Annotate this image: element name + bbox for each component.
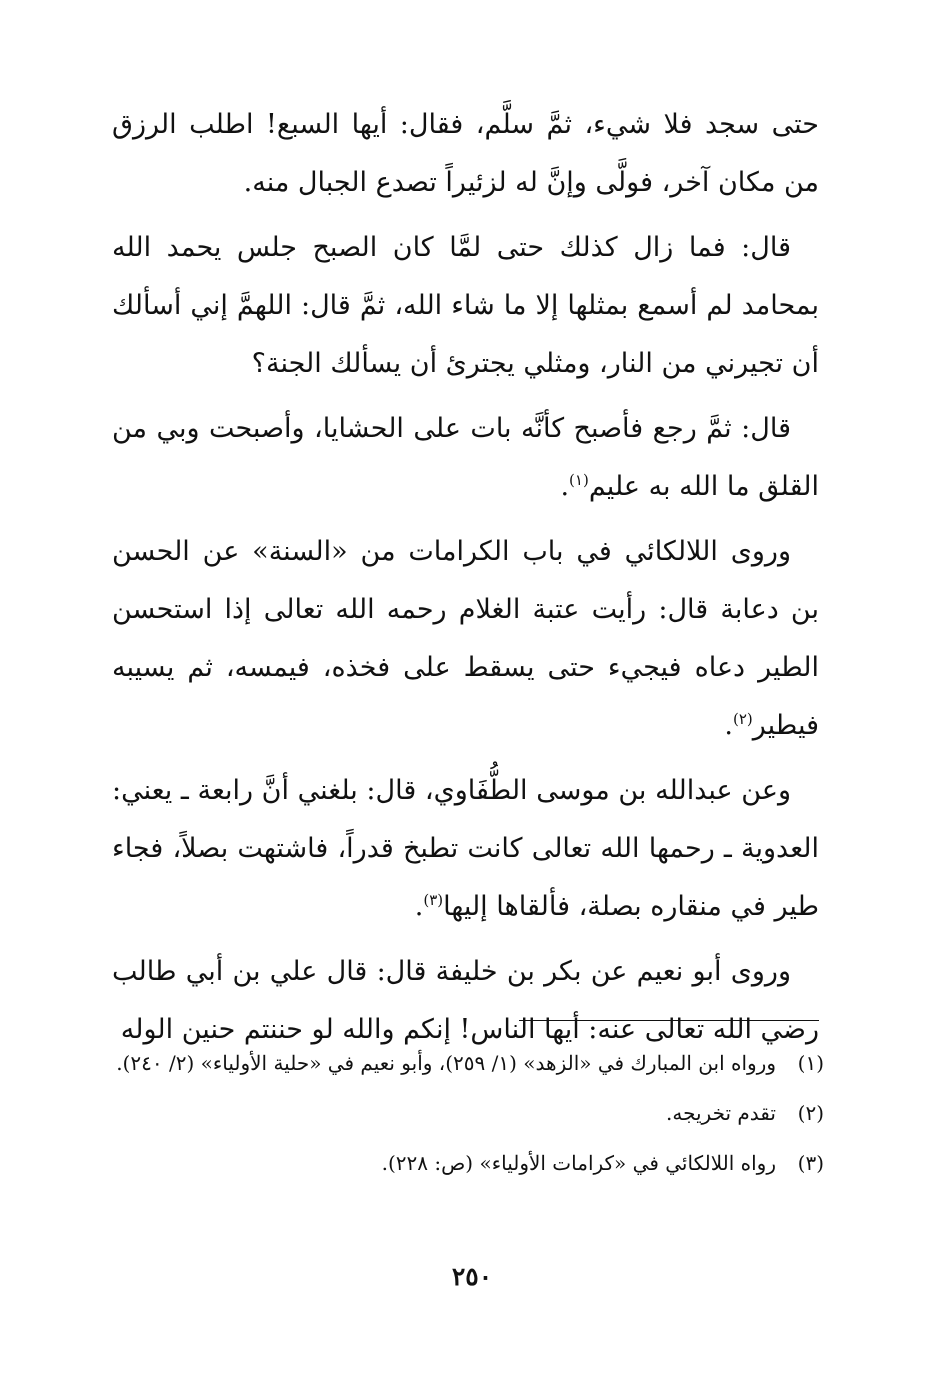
footnote-text: ورواه ابن المبارك في «الزهد» (١/ ٢٥٩)، وأبو نعيم في «حلية الأولياء» (٢/ ٢٤٠).: [116, 1051, 776, 1075]
paragraph-3-end: .: [560, 471, 570, 502]
paragraph-6-text: وروى أبو نعيم عن بكر بن خليفة قال: قال علي بن أبي طالب رضي الله تعالى عنه: أيها الناس! إنكم والله لو حننتم حنين الوله: [112, 956, 819, 1045]
paragraph-2-text: قال: فما زال كذلك حتى لمَّا كان الصبح جلس يحمد الله بمحامد لم أسمع بمثلها إلا ما شاء الله، ثمَّ قال: اللهمَّ إني أسألك أن تجيرني من النار، ومثلي يجترئ أن يسألك الجنة؟: [112, 232, 819, 379]
footnote-ref-3[interactable]: (٣): [423, 891, 444, 909]
footnote-number: (١): [797, 1051, 824, 1075]
footnotes: [112, 1042, 824, 1192]
paragraph-4-text: وروى اللالكائي في باب الكرامات من «السنة» عن الحسن بن دعابة قال: رأيت عتبة الغلام رحمه الله تعالى إذا استحسن الطير دعاه فيجيء حتى يسقط على فخذه، فيمسه، ثم يسيبه فيطير: [112, 536, 819, 741]
paragraph-2: [112, 219, 819, 393]
footnote-number: (٣): [797, 1151, 824, 1175]
footnote-text: تقدم تخريجه.: [666, 1101, 776, 1125]
footnote-1: [112, 1042, 824, 1084]
footnote-ref-2[interactable]: (٢): [732, 710, 753, 728]
paragraph-3-text: قال: ثمَّ رجع فأصبح كأنَّه بات على الحشايا، وأصبحت وبي من القلق ما الله به عليم: [112, 413, 819, 502]
paragraph-1: [112, 96, 819, 212]
footnote-separator: [519, 1020, 819, 1021]
main-text: [112, 96, 819, 1066]
footnote-text: رواه اللالكائي في «كرامات الأولياء» (ص: ٢٢٨).: [381, 1151, 776, 1175]
footnote-3: [112, 1142, 824, 1184]
footnote-number: (٢): [797, 1101, 824, 1125]
paragraph-4: [112, 523, 819, 755]
paragraph-4-end: .: [724, 710, 733, 741]
paragraph-5: [112, 762, 819, 936]
paragraph-3: [112, 400, 819, 516]
footnote-ref-1[interactable]: (١): [569, 471, 589, 489]
page-number: ٢٥٠: [451, 1262, 493, 1291]
paragraph-1-text: حتى سجد فلا شيء، ثمَّ سلَّم، فقال: أيها السبع! اطلب الرزق من مكان آخر، فولَّى وإنَّ له لزئيراً تصدع الجبال منه.: [112, 109, 819, 198]
footnote-2: [112, 1092, 824, 1134]
paragraph-5-end: .: [414, 891, 424, 922]
paragraph-5-text: وعن عبدالله بن موسى الطُّفَاوي، قال: بلغني أنَّ رابعة ـ يعني: العدوية ـ رحمها الله تعالى كانت تطبخ قدراً، فاشتهت بصلاً، فجاء طير في منقاره بصلة، فألقاها إليها: [112, 775, 819, 922]
